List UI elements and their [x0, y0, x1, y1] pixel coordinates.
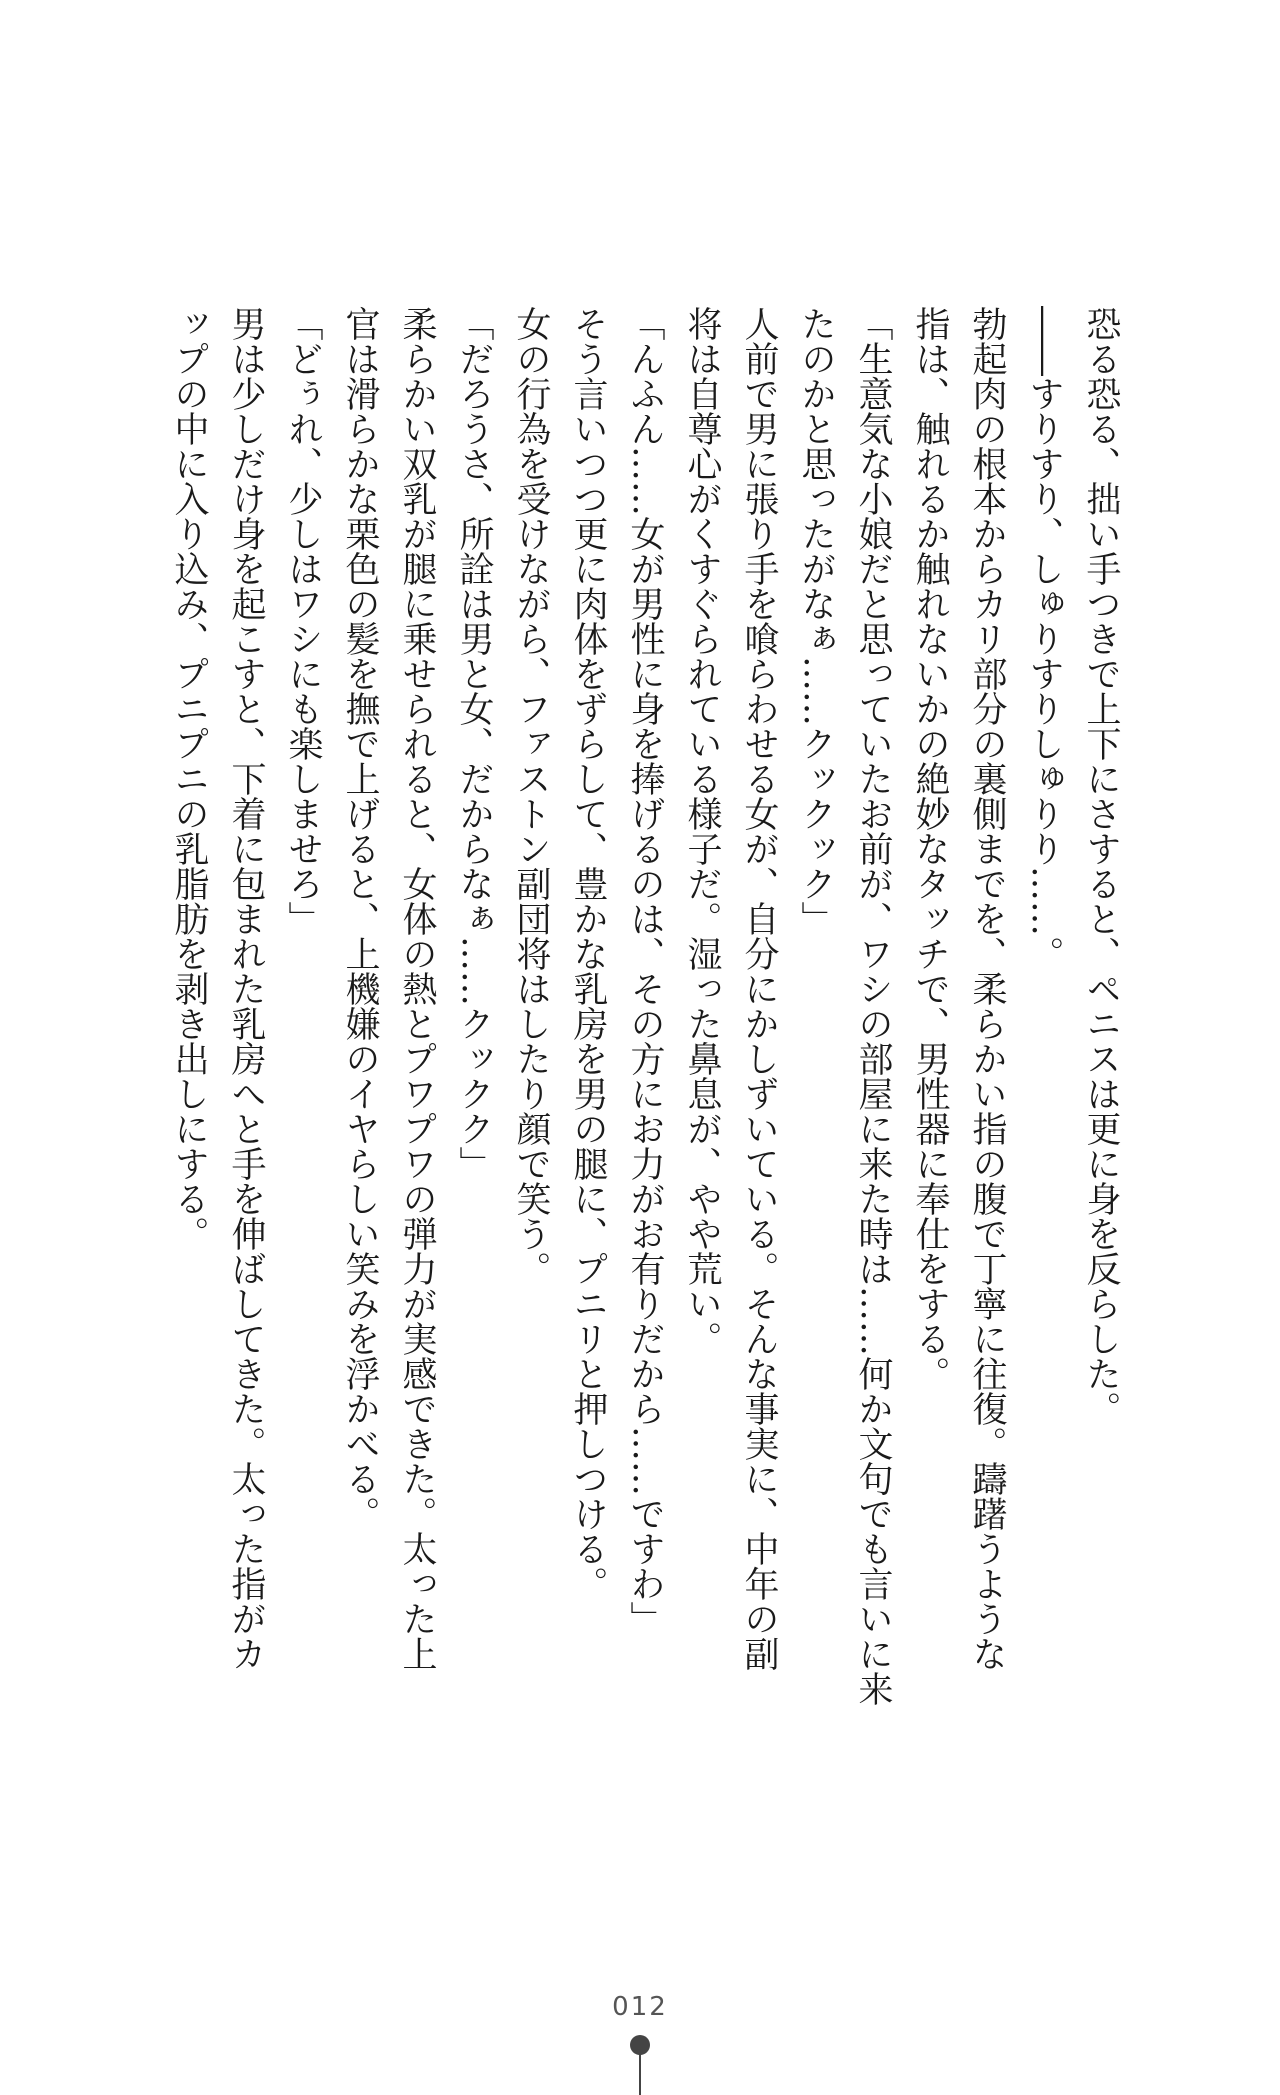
text-line: たのかと思ったがなぁ……クックック」 [796, 306, 836, 936]
marker-dot-icon [630, 2035, 650, 2055]
text-line: 柔らかい双乳が腿に乗せられると、女体の熱とプワプワの弾力が実感できた。太った上 [397, 306, 437, 1671]
text-line: 「だろうさ、所詮は男と女、だからなぁ……クックク」 [454, 306, 494, 1181]
text-line: 「どぅれ、少しはワシにも楽しませろ」 [283, 306, 323, 936]
text-line: 勃起肉の根本からカリ部分の裏側までを、柔らかい指の腹で丁寧に往復。躊躇うような [967, 306, 1007, 1671]
text-line: 「生意気な小娘だと思っていたお前が、ワシの部屋に来た時は……何か文句でも言いに来 [853, 306, 893, 1706]
text-line: 男は少しだけ身を起こすと、下着に包まれた乳房へと手を伸ばしてきた。太った指がカ [226, 306, 266, 1671]
text-line: そう言いつつ更に肉体をずらして、豊かな乳房を男の腿に、プニリと押しつける。 [568, 306, 608, 1601]
text-line: 官は滑らかな栗色の髪を撫で上げると、上機嫌のイヤらしい笑みを浮かべる。 [340, 306, 380, 1531]
page-number: 012 [612, 1992, 668, 2022]
text-line: 人前で男に張り手を喰らわせる女が、自分にかしずいている。そんな事実に、中年の副 [739, 306, 779, 1671]
vertical-text-body [160, 306, 1129, 1736]
text-line: 恐る恐る、拙い手つきで上下にさすると、ペニスは更に身を反らした。 [1081, 306, 1121, 1426]
marker-line-icon [639, 2053, 641, 2095]
text-line: ――すりすり、しゅりすりしゅりり……。 [1024, 306, 1064, 971]
text-line: 女の行為を受けながら、ファストン副団将はしたり顔で笑う。 [511, 306, 551, 1286]
text-line: 指は、触れるか触れないかの絶妙なタッチで、男性器に奉仕をする。 [910, 306, 950, 1391]
text-line: 「んふん……女が男性に身を捧げるのは、その方にお力がお有りだから……ですわ」 [625, 306, 665, 1636]
text-line: ップの中に入り込み、プニプニの乳脂肪を剥き出しにする。 [169, 306, 209, 1251]
text-line: 将は自尊心がくすぐられている様子だ。湿った鼻息が、やや荒い。 [682, 306, 722, 1356]
